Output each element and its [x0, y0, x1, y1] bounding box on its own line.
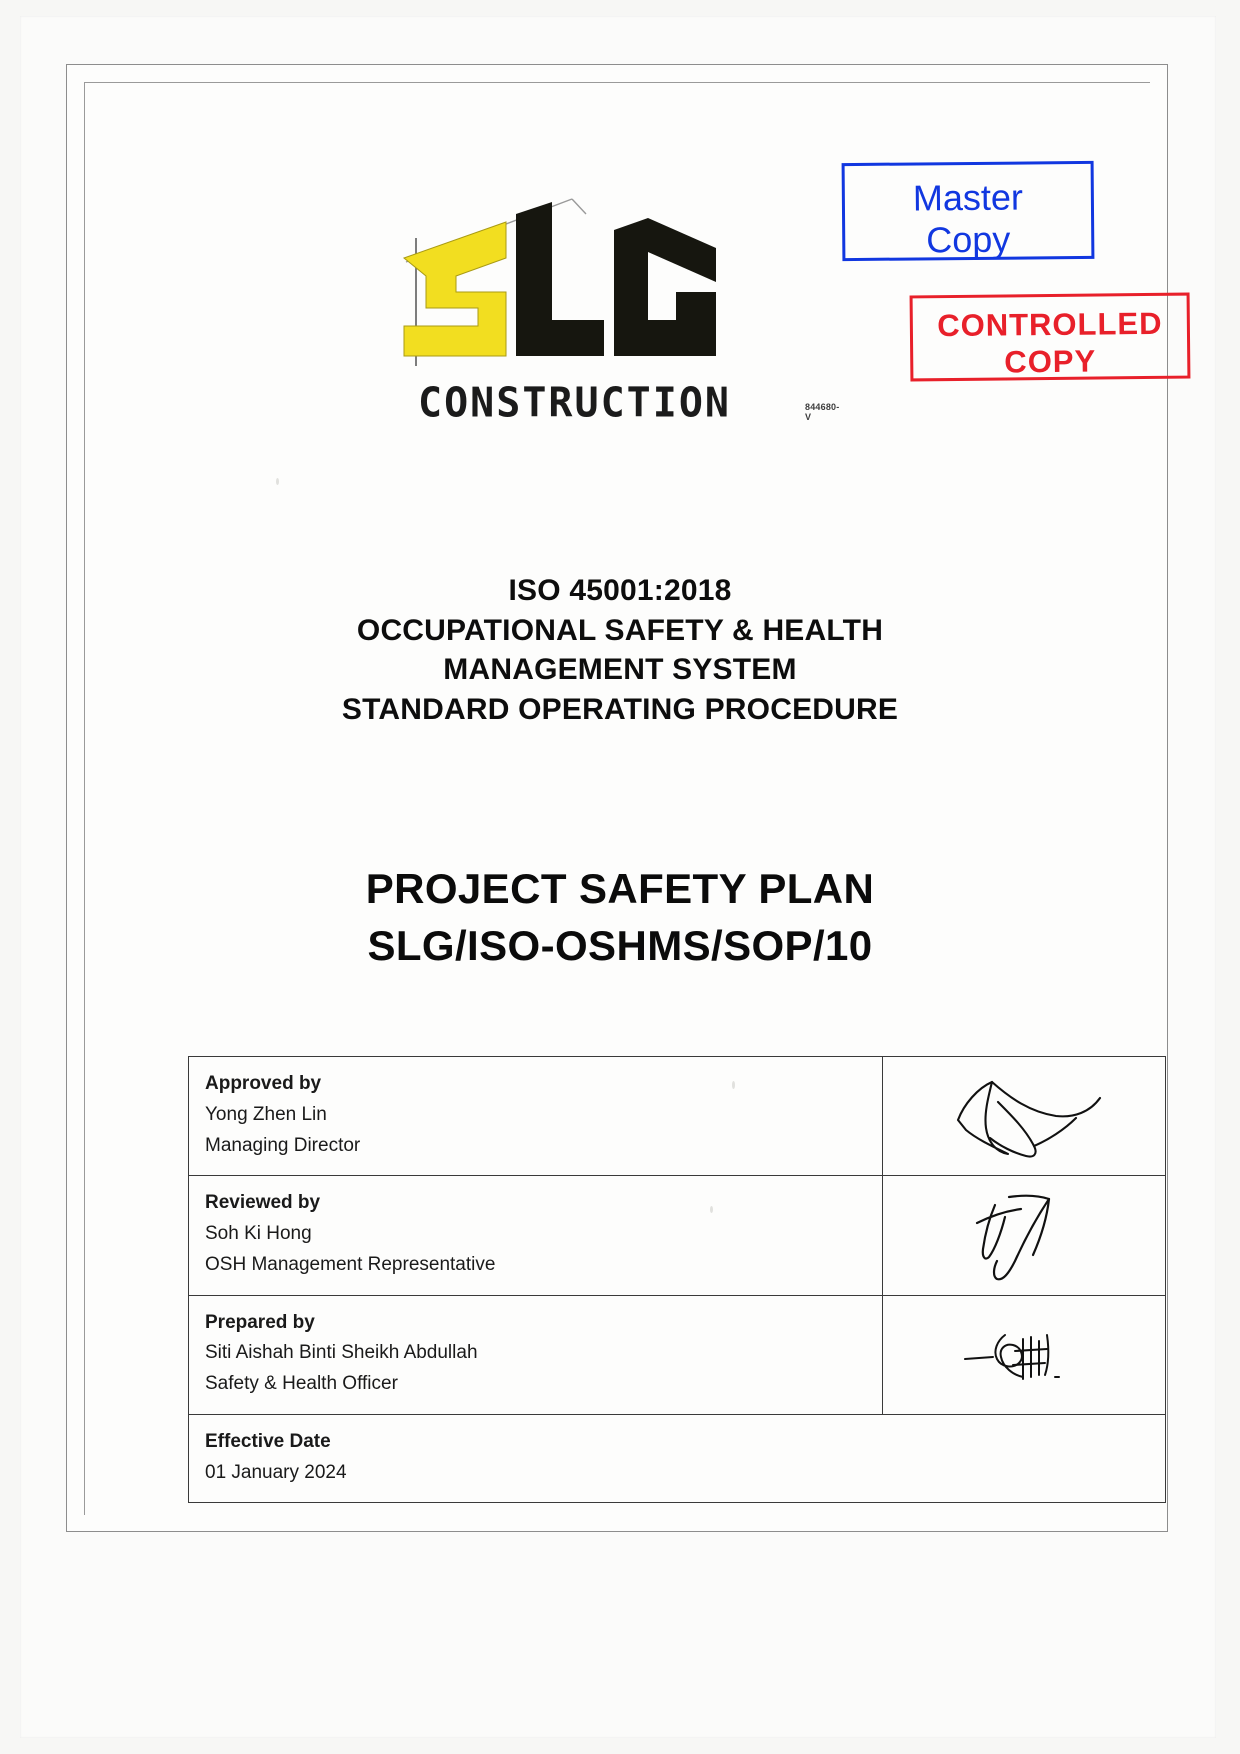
company-logo: [360, 196, 840, 427]
table-row-effective-date: [189, 1414, 1166, 1503]
reviewed-by-label: Reviewed by: [205, 1192, 321, 1214]
reviewed-by-position: OSH Management Representative: [205, 1253, 496, 1275]
approved-by-label: Approved by: [205, 1073, 322, 1094]
logo-registration-number: 844680-V: [805, 402, 840, 422]
effective-date-cell: [189, 1414, 1166, 1503]
signature-approved-icon: [934, 1068, 1114, 1164]
reviewed-by-cell: [189, 1176, 883, 1295]
prepared-by-signature-cell: [883, 1295, 1166, 1414]
page-title: [170, 861, 1070, 974]
controlled-copy-stamp-line2: COPY: [1004, 343, 1097, 380]
effective-date-label: Effective Date: [205, 1430, 331, 1452]
document-title: PROJECT SAFETY PLAN: [365, 865, 875, 912]
effective-date-value: 01 January 2024: [205, 1461, 347, 1483]
logo-wordmark: CONSTRUCTION: [418, 379, 731, 427]
approved-by-position: Managing Director: [205, 1134, 361, 1156]
iso-heading-line-4: STANDARD OPERATING PROCEDURE: [341, 692, 899, 726]
signature-prepared-icon: [949, 1315, 1099, 1395]
reviewed-by-name: Soh Ki Hong: [205, 1223, 312, 1245]
prepared-by-position: Safety & Health Officer: [205, 1373, 398, 1395]
table-row-approved-by: [189, 1057, 1166, 1176]
iso-standard-heading: [170, 571, 1070, 729]
master-copy-stamp: [842, 161, 1095, 261]
approval-signature-table: [188, 1056, 1166, 1503]
reviewed-by-signature-cell: [883, 1176, 1166, 1295]
document-paper: [20, 16, 1216, 1738]
approved-by-signature-cell: [883, 1057, 1166, 1176]
prepared-by-cell: [189, 1295, 883, 1414]
scan-speck: [276, 478, 279, 485]
prepared-by-name: Siti Aishah Binti Sheikh Abdullah: [205, 1342, 478, 1364]
controlled-copy-stamp-line1: CONTROLLED: [937, 305, 1163, 344]
approved-by-cell: [189, 1057, 883, 1176]
slg-logo-mark: [360, 196, 800, 381]
master-copy-stamp-line2: Copy: [926, 219, 1011, 261]
iso-heading-line-3: MANAGEMENT SYSTEM: [443, 653, 797, 687]
master-copy-stamp-line1: Master: [912, 176, 1024, 219]
approved-by-name: Yong Zhen Lin: [205, 1103, 327, 1125]
document-code: SLG/ISO-OSHMS/SOP/10: [367, 921, 873, 969]
signature-reviewed-icon: [949, 1183, 1099, 1287]
controlled-copy-stamp: [910, 293, 1191, 382]
prepared-by-label: Prepared by: [205, 1311, 315, 1333]
iso-heading-line-1: ISO 45001:2018: [508, 574, 732, 607]
iso-heading-line-2: OCCUPATIONAL SAFETY & HEALTH: [356, 613, 884, 647]
table-row-prepared-by: [189, 1295, 1166, 1414]
table-row-reviewed-by: [189, 1176, 1166, 1295]
